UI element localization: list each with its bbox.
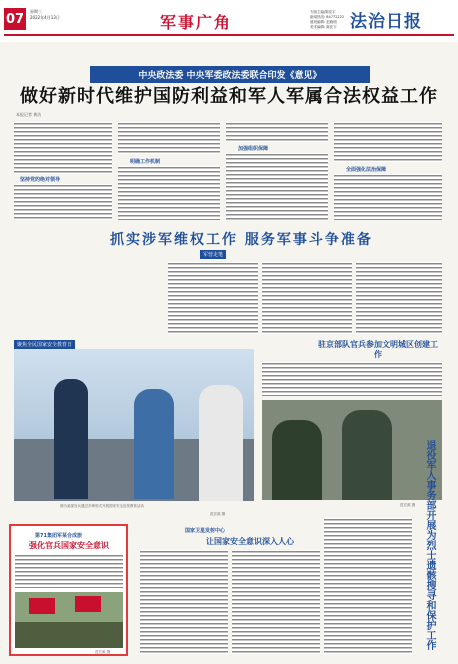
body-text-column	[14, 122, 112, 174]
photo-figure	[134, 389, 174, 499]
section-title: 军事广角	[160, 13, 233, 32]
newspaper-logo: 法治日报	[350, 12, 422, 32]
body-text-column	[15, 554, 123, 588]
center-story-headline: 让国家安全意识深入人心	[206, 537, 294, 546]
center-story-kicker: 国家卫星发射中心	[185, 528, 226, 534]
photo-figure	[199, 385, 243, 501]
lead-headline: 做好新时代维护国防利益和军人军属合法权益工作	[20, 86, 438, 107]
lead-subhead: 全面强化法治保障	[346, 167, 387, 173]
highlighted-photo-credit: 范宏源 摄	[95, 650, 111, 654]
credit-line: 美术编辑: 陈佳宇	[310, 25, 337, 29]
body-text-column	[356, 262, 442, 334]
right-story-credit: 范宏源 摄	[400, 503, 416, 507]
photo-flag	[75, 596, 101, 612]
body-text-column	[334, 122, 442, 162]
body-text-column	[226, 122, 328, 142]
feature-tag: 聚焦全民国家安全教育日	[14, 340, 75, 349]
masthead-credits	[310, 10, 344, 30]
right-story-photo	[262, 400, 442, 500]
photo-flag	[29, 598, 55, 614]
photo-troops	[15, 622, 123, 648]
lead-subhead: 加强组织保障	[238, 146, 269, 152]
issue-date: 2022年4月13日	[30, 15, 60, 20]
body-text-column	[262, 262, 352, 334]
feature-photo-caption: 图为某部官兵通过多种形式开展国家安全宣传教育活动	[60, 504, 144, 508]
body-text-column	[168, 262, 258, 334]
body-text-column	[232, 550, 320, 654]
photo-figure	[272, 420, 322, 500]
body-text-column	[324, 518, 412, 654]
lead-subhead: 明确工作机制	[130, 159, 161, 165]
photo-figure	[342, 410, 392, 500]
credit-line: 新闻热线: 84772222	[310, 15, 345, 19]
masthead-rule	[4, 34, 454, 36]
sidebar-story-headline: 退役军人事务部开展为烈士遗骸搜寻和保护工作	[424, 440, 435, 650]
body-text-column	[118, 122, 220, 154]
body-text-column	[262, 362, 442, 396]
story2-headline: 抓实涉军维权工作 服务军事斗争准备	[110, 232, 373, 248]
lead-byline: 本报记者 黄洁	[16, 112, 42, 117]
page-number: 07	[4, 8, 26, 30]
feature-photo	[14, 349, 254, 501]
feature-photo-credit: 范宏源 摄	[210, 512, 226, 516]
body-text-column	[334, 174, 442, 220]
right-story-headline: 驻京部队官兵参加文明城区创建工作	[318, 340, 438, 359]
story2-tag: 军营走笔	[200, 250, 226, 259]
weekday: 星期三	[30, 9, 42, 14]
highlighted-photo	[15, 592, 123, 648]
highlighted-kicker: 第71集团军某合成旅	[35, 533, 82, 539]
lead-subhead: 坚持党的绝对领导	[20, 177, 61, 183]
lead-kicker: 中央政法委 中央军委政法委联合印发《意见》	[90, 66, 370, 83]
body-text-column	[14, 184, 112, 220]
body-text-column	[118, 166, 220, 220]
highlighted-headline: 强化官兵国家安全意识	[29, 541, 109, 550]
body-text-column	[226, 153, 328, 220]
credit-line: 值班编辑: 赵晓明	[310, 20, 337, 24]
body-text-column	[140, 550, 228, 654]
highlighted-story-box	[9, 524, 128, 656]
photo-figure	[54, 379, 88, 499]
credit-line: 专版主编/陈佳宇	[310, 10, 336, 14]
